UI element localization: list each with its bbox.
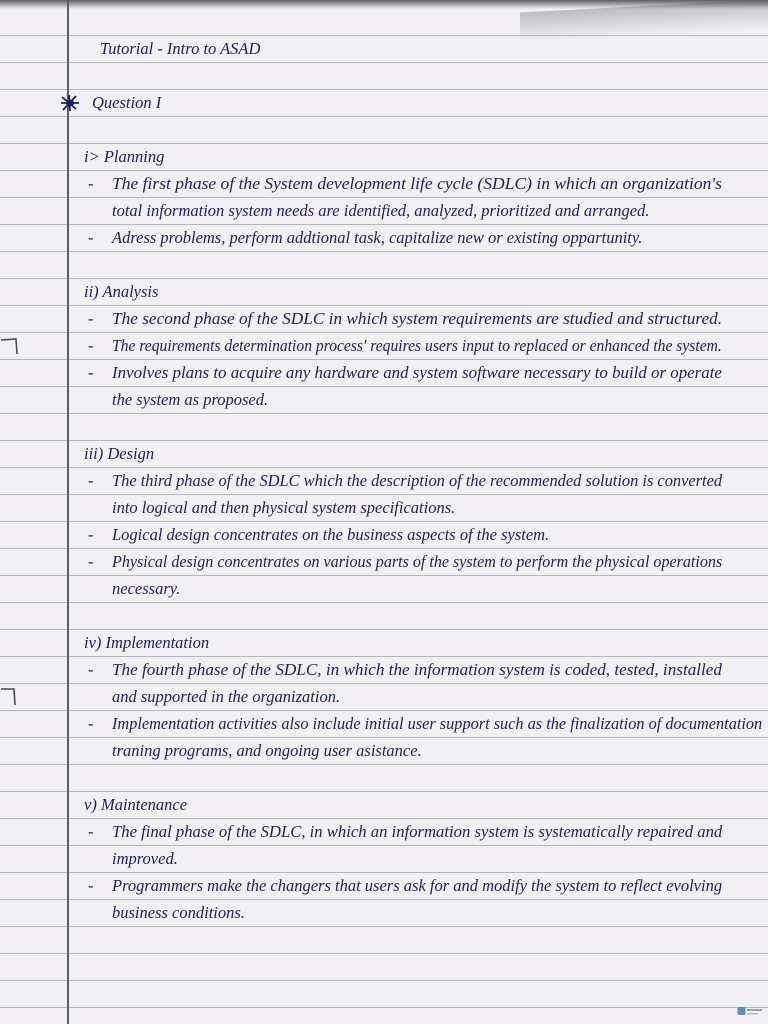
- bullet-row: [0, 872, 768, 899]
- bullet-text: the system as proposed.: [112, 390, 269, 409]
- bullet-row: [0, 521, 768, 548]
- bullet-text: Programmers make the changers that users ask for and modify the system to reflect evolving: [112, 876, 723, 895]
- bullet-text: Physical design concentrates on various parts of the system to perform the physical operations: [112, 552, 723, 571]
- star-doodle-icon: [58, 93, 82, 113]
- bullet-text: total information system needs are identified, analyzed, prioritized and arranged.: [112, 201, 650, 220]
- bullet-dash: -: [88, 876, 94, 895]
- bullet-text: The third phase of the SDLC which the description of the recommended solution is converted: [112, 471, 723, 490]
- bullet-text: and supported in the organization.: [112, 687, 341, 706]
- section-heading-planning: i> Planning: [84, 147, 165, 166]
- section-heading-design: iii) Design: [84, 444, 155, 463]
- bullet-continuation-row: [0, 683, 768, 710]
- bullet-row: [0, 224, 768, 251]
- bullet-row: [0, 548, 768, 575]
- bullet-text: business conditions.: [112, 903, 245, 922]
- blank-row: [0, 764, 768, 791]
- bullet-text: Implementation activities also include initial user support such as the finalization of documentation: [112, 714, 763, 733]
- bullet-row: [0, 305, 768, 332]
- bullet-dash: -: [88, 363, 94, 382]
- bullet-text: into logical and then physical system specifications.: [112, 498, 456, 517]
- section-heading-row: [0, 143, 768, 170]
- bullet-dash: -: [88, 336, 94, 355]
- blank-row: [0, 251, 768, 278]
- blank-row: [0, 62, 768, 89]
- bullet-dash: -: [88, 822, 94, 841]
- notes-sheet: [0, 35, 768, 926]
- bullet-continuation-row: [0, 494, 768, 521]
- blank-row: [0, 116, 768, 143]
- bullet-row: [0, 656, 768, 683]
- bullet-continuation-row: [0, 197, 768, 224]
- bullet-row: [0, 359, 768, 386]
- camscanner-logo: [737, 1006, 763, 1018]
- bullet-text: Involves plans to acquire any hardware and system software necessary to build or operate: [112, 363, 722, 382]
- section-heading-row: [0, 791, 768, 818]
- section-heading-row: [0, 278, 768, 305]
- bullet-text: The first phase of the System development life cycle (SDLC) in which an organization's: [112, 174, 722, 193]
- title-row: [0, 35, 768, 62]
- blank-row: [0, 413, 768, 440]
- bullet-row: [0, 170, 768, 197]
- bullet-continuation-row: [0, 845, 768, 872]
- bullet-row: [0, 467, 768, 494]
- section-heading-row: [0, 440, 768, 467]
- bullet-dash: -: [88, 552, 94, 571]
- section-heading-maintenance: v) Maintenance: [84, 795, 188, 814]
- bullet-text: The second phase of the SDLC in which system requirements are studied and structured.: [112, 309, 723, 328]
- page-title: Tutorial - Intro to ASAD: [100, 39, 261, 58]
- bullet-dash: -: [88, 174, 94, 193]
- bullet-text: The fourth phase of the SDLC, in which the information system is coded, tested, installed: [112, 660, 722, 679]
- bullet-continuation-row: [0, 899, 768, 926]
- section-heading-analysis: ii) Analysis: [84, 282, 159, 301]
- bullet-continuation-row: [0, 386, 768, 413]
- bullet-dash: -: [88, 228, 94, 247]
- bullet-dash: -: [88, 525, 94, 544]
- bullet-text: Logical design concentrates on the business aspects of the system.: [112, 525, 550, 544]
- bullet-continuation-row: [0, 737, 768, 764]
- bullet-text: The requirements determination process' requires users input to replaced or enhanced the system.: [112, 336, 722, 355]
- bullet-text: traning programs, and ongoing user asistance.: [112, 741, 422, 760]
- bullet-text: improved.: [112, 849, 178, 868]
- bullet-row: [0, 332, 768, 359]
- bullet-text: Adress problems, perform addtional task, capitalize new or existing oppartunity.: [112, 228, 643, 247]
- bullet-dash: -: [88, 714, 94, 733]
- bullet-text: The final phase of the SDLC, in which an information system is systematically repaired and: [112, 822, 723, 841]
- section-heading-row: [0, 629, 768, 656]
- blank-row: [0, 602, 768, 629]
- section-heading-implementation: iv) Implementation: [84, 633, 210, 652]
- bullet-dash: -: [88, 471, 94, 490]
- bullet-text: necessary.: [112, 579, 181, 598]
- bullet-row: [0, 818, 768, 845]
- bullet-dash: -: [88, 309, 94, 328]
- question-label: Question I: [92, 93, 162, 112]
- bullet-continuation-row: [0, 575, 768, 602]
- bullet-dash: -: [88, 660, 94, 679]
- question-row: [0, 89, 768, 116]
- bullet-row: [0, 710, 768, 737]
